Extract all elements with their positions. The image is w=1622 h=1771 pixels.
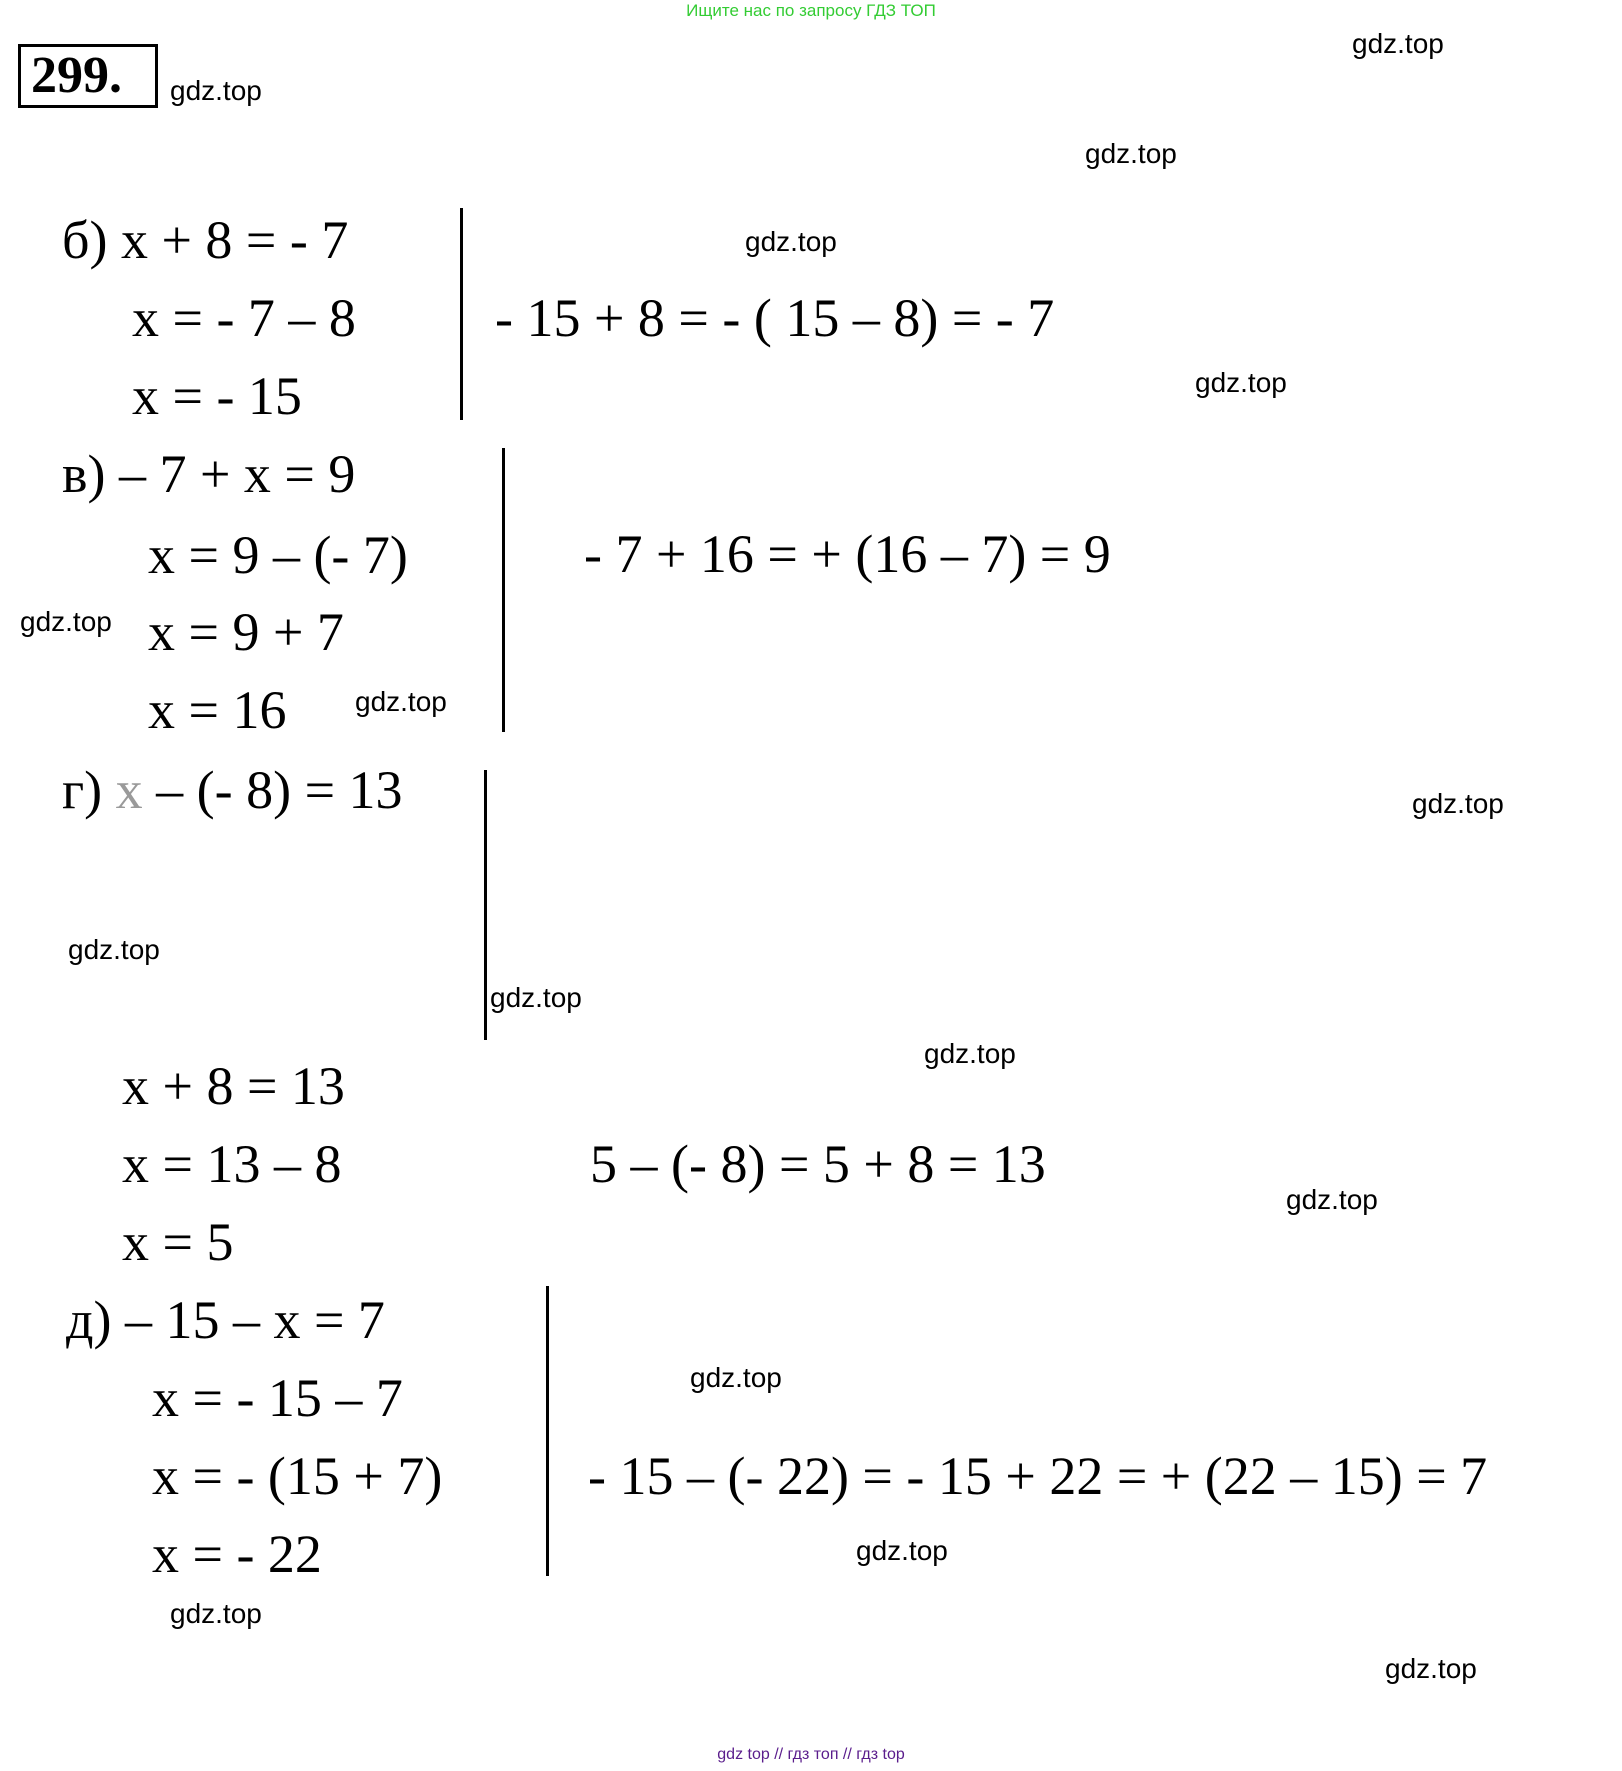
part-v-check: - 7 + 16 = + (16 – 7) = 9 — [584, 524, 1111, 584]
watermark: gdz.top — [20, 606, 112, 637]
part-g-variable: x — [115, 760, 143, 820]
part-v-step-1: x = 9 – (- 7) — [148, 525, 408, 585]
part-v-step-2: x = 9 + 7 — [148, 602, 344, 662]
part-b-divider — [460, 208, 463, 420]
part-d-step-3: x = - 22 — [152, 1524, 322, 1584]
watermark: gdz.top — [745, 226, 837, 257]
part-g-step-1: x + 8 = 13 — [122, 1056, 345, 1116]
part-g-label: г) — [62, 760, 103, 820]
part-v-divider — [502, 448, 505, 732]
watermark: gdz.top — [170, 75, 262, 106]
watermark: gdz.top — [1085, 138, 1177, 169]
part-g-step-3: x = 5 — [122, 1212, 234, 1272]
part-b-step-1: x = - 7 – 8 — [132, 288, 356, 348]
watermark: gdz.top — [170, 1598, 262, 1629]
part-g-step-2: x = 13 – 8 — [122, 1134, 342, 1194]
watermark: gdz.top — [1352, 28, 1444, 59]
part-d-step-2: x = - (15 + 7) — [152, 1446, 443, 1506]
part-g-equation — [62, 760, 403, 820]
watermark: gdz.top — [1286, 1184, 1378, 1215]
watermark: gdz.top — [1412, 788, 1504, 819]
part-b-equation: б) x + 8 = - 7 — [62, 210, 349, 270]
part-d-divider — [546, 1286, 549, 1576]
search-hint-link[interactable]: Ищите нас по запросу ГДЗ ТОП — [686, 1, 936, 20]
watermark: gdz.top — [1385, 1653, 1477, 1684]
part-b-check: - 15 + 8 = - ( 15 – 8) = - 7 — [495, 288, 1055, 348]
part-g-rest: – (- 8) = 13 — [142, 760, 403, 820]
exercise-number: 299. — [18, 44, 158, 108]
footer-links[interactable]: gdz top // гдз топ // гдз top — [717, 1746, 905, 1763]
part-d-equation: д) – 15 – x = 7 — [66, 1290, 385, 1350]
part-g-check: 5 – (- 8) = 5 + 8 = 13 — [590, 1134, 1046, 1194]
watermark: gdz.top — [355, 686, 447, 717]
watermark: gdz.top — [856, 1535, 948, 1566]
part-b-step-2: x = - 15 — [132, 366, 302, 426]
watermark: gdz.top — [690, 1362, 782, 1393]
watermark: gdz.top — [490, 982, 582, 1013]
part-g-divider — [484, 770, 487, 1040]
part-v-step-3: x = 16 — [148, 680, 287, 740]
part-d-step-1: x = - 15 – 7 — [152, 1368, 403, 1428]
watermark: gdz.top — [924, 1038, 1016, 1069]
part-d-check: - 15 – (- 22) = - 15 + 22 = + (22 – 15) = 7 — [588, 1446, 1488, 1506]
watermark: gdz.top — [1195, 367, 1287, 398]
part-v-equation: в) – 7 + x = 9 — [62, 444, 356, 504]
watermark: gdz.top — [68, 934, 160, 965]
